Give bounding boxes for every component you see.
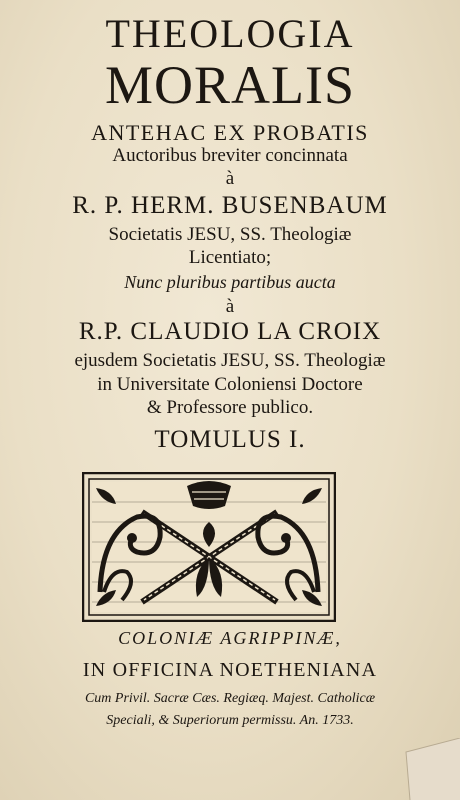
author-1-affiliation: Societatis JESU, SS. Theologiæ — [108, 224, 352, 245]
subtitle-line-2: Auctoribus breviter concinnata — [112, 145, 348, 166]
author-1-name: R. P. HERM. BUSENBAUM — [72, 192, 388, 219]
volume-label: TOMULUS I. — [154, 426, 306, 453]
preposition-a-1: à — [225, 168, 235, 189]
woodcut-vignette-icon — [82, 472, 336, 622]
author-1-degree: Licentiato; — [188, 247, 272, 268]
author-2-title: & Professore publico. — [146, 397, 314, 418]
author-2-university: in Universitate Coloniensi Doctore — [97, 374, 363, 395]
subtitle-line: ANTEHAC EX PROBATIS — [91, 120, 369, 145]
edition-note: Nunc pluribus partibus aucta — [124, 272, 336, 292]
author-2-name: R.P. CLAUDIO LA CROIX — [78, 318, 382, 345]
privilege-line-2: Speciali, & Superiorum permissu. An. 1733. — [106, 713, 354, 728]
title-line-1: THEOLOGIA — [105, 11, 355, 56]
imprint-city: COLONIÆ AGRIPPINÆ, — [118, 628, 342, 648]
privilege-line-1: Cum Privil. Sacræ Cæs. Regiæq. Majest. Catholicæ — [84, 691, 376, 706]
folded-corner-icon — [404, 738, 460, 800]
author-2-affiliation: ejusdem Societatis JESU, SS. Theologiæ — [74, 350, 386, 371]
imprint-printer: IN OFFICINA NOETHENIANA — [82, 659, 378, 681]
preposition-a-2: à — [225, 296, 235, 317]
title-line-2: MORALIS — [104, 55, 356, 115]
